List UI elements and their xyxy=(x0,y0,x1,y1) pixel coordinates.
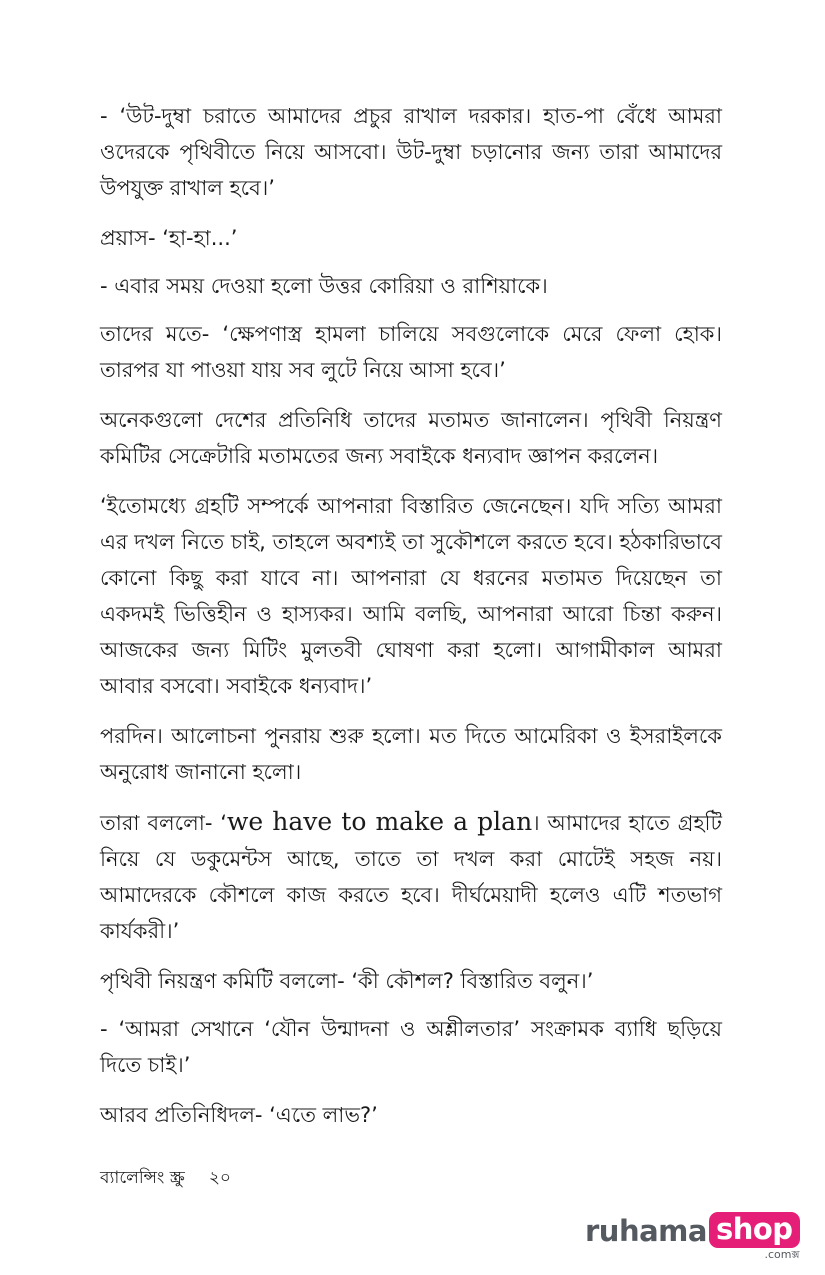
brand-logo xyxy=(585,1212,800,1262)
paragraph-7: পরদিন। আলোচনা পুনরায় শুরু হলো। মত দিতে আমেরিকা ও ইসরাইলকে অনুরোধ জানানো হলো। xyxy=(100,724,722,784)
paragraph-4: তাদের মতে- ‘ক্ষেপণাস্ত্র হামলা চালিয়ে সবগুলোকে মেরে ফেলা হোক। তারপর যা পাওয়া যায় সব লুটে নিয়ে আসা হবে।’ xyxy=(100,322,722,382)
paragraph-2: প্রয়াস- ‘হা-হা...’ xyxy=(100,226,238,250)
book-title: ব্যালেন্সিং স্ক্রু xyxy=(100,1168,185,1188)
paragraph-6: ‘ইতোমধ্যে গ্রহটি সম্পর্কে আপনারা বিস্তারিত জেনেছেন। যদি সত্যি আমরা এর দখল নিতে চাই, তাহলে অবশ্যই তা সুকৌশলে করতে হবে। হঠকারিভাবে কোনো কিছু করা যাবে না। আপনারা যে ধরনের মতামত দিয়েছেন তা একদমই ভিত্তিহীন ও হাস্যকর। আমি বলছি, আপনারা আরো চিন্তা করুন। আজকের জন্য মিটিং মুলতবী ঘোষণা করা হলো। আগামীকাল আমরা আবার বসবো। সবাইকে ধন্যবাদ।’ xyxy=(100,494,722,698)
page-number: ২০ xyxy=(208,1168,231,1188)
paragraph-5: অনেকগুলো দেশের প্রতিনিধি তাদের মতামত জানালেন। পৃথিবী নিয়ন্ত্রণ কমিটির সেক্রেটারি মতামতের জন্য সবাইকে ধন্যবাদ জ্ঞাপন করলেন। xyxy=(100,408,722,468)
paragraph-10: - ‘আমরা সেখানে ‘যৌন উন্মাদনা ও অশ্লীলতার’ সংক্রামক ব্যাধি ছড়িয়ে দিতে চাই।’ xyxy=(100,1017,722,1077)
brand-highlight: shop xyxy=(709,1212,800,1248)
paragraph-3: - এবার সময় দেওয়া হলো উত্তর কোরিয়া ও রাশিয়াকে। xyxy=(100,274,548,298)
english-phrase: we have to make a plan xyxy=(226,807,533,836)
paragraph-8-rest: । আমাদের হাতে গ্রহটি নিয়ে যে ডকুমেন্টস আছে, তাতে তা দখল করা মোটেই সহজ নয়। আমাদেরকে কৌশলে কাজ করতে হবে। দীর্ঘমেয়াদী হলেও এটি শতভাগ কার্যকরী।’ xyxy=(100,811,722,943)
paragraph-8-lead: তারা বললো- ‘ xyxy=(100,811,227,835)
page-footer xyxy=(100,1165,231,1193)
paragraph-8 xyxy=(100,804,722,949)
paragraph-1: - ‘উট-দুম্বা চরাতে আমাদের প্রচুর রাখাল দরকার। হাত-পা বেঁধে আমরা ওদেরকে পৃথিবীতে নিয়ে আসবো। উট-দুম্বা চড়ানোর জন্য তারা আমাদের উপযুক্ত রাখাল হবে।’ xyxy=(100,104,722,200)
paragraph-11: আরব প্রতিনিধিদল- ‘এতে লাভ?’ xyxy=(100,1103,378,1127)
paragraph-9: পৃথিবী নিয়ন্ত্রণ কমিটি বললো- ‘কী কৌশল? বিস্তারিত বলুন।’ xyxy=(100,969,594,993)
brand-suffix: .comক্স xyxy=(764,1248,800,1261)
brand-highlight-group xyxy=(709,1212,800,1261)
page-body xyxy=(100,98,722,1145)
brand-name: ruhama xyxy=(585,1214,707,1248)
